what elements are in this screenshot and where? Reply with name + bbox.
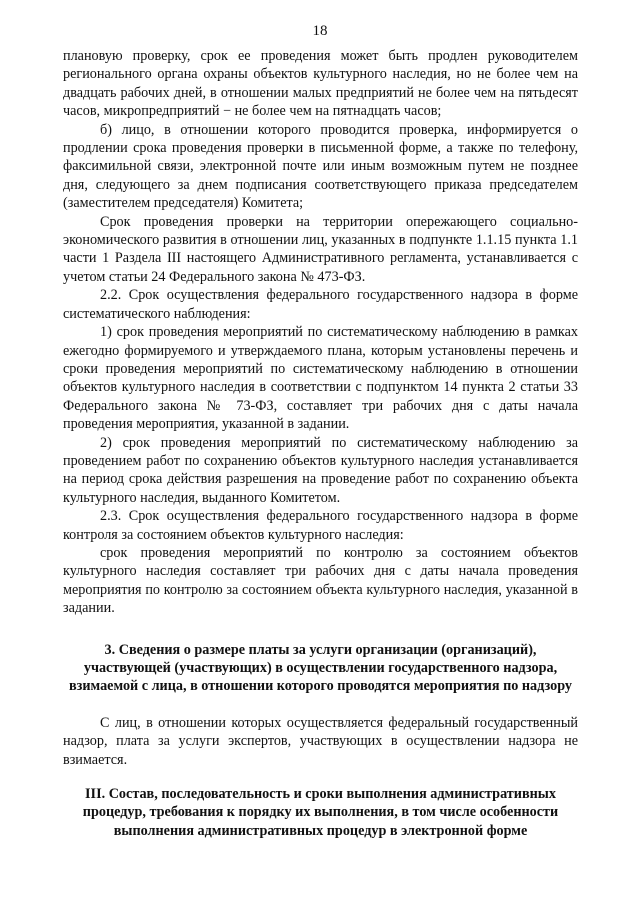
paragraph-2-3: 2.3. Срок осуществления федерального государственного надзора в форме контроля за состоянием объектов культурного наследия: [63,508,578,543]
paragraph-2-3-term: срок проведения мероприятий по контролю за состоянием объектов культурного наследия составляет три рабочих дня с даты начала проведения мероприятия по контролю за состоянием объекта культурного наследия, указанной в задании. [63,544,578,617]
page-number: 18 [312,23,328,39]
section-3-text: С лиц, в отношении которых осуществляется федеральный государственный надзор, плата за услуги экспертов, участвующих в осуществлении надзора не взимается. [63,714,578,768]
paragraph-2-2: 2.2. Срок осуществления федерального государственного надзора в форме систематического наблюдения: [63,287,578,322]
document-body [63,47,578,840]
section-3-heading: 3. Сведения о размере платы за услуги организации (организаций), участвующей (участвующих) в осуществлении государственного надзора, взимаемой с лица, в отношении которого проводятся мероприятия по надзору [68,641,573,695]
paragraph-2-2-item-2: 2) срок проведения мероприятий по систематическому наблюдению за проведением работ по сохранению объектов культурного наследия устанавливается на период срока действия разрешения на проведение работ по сохранению объекта культурного наследия, выданного Комитетом. [63,434,578,506]
section-iii-heading: III. Состав, последовательность и сроки выполнения административных процедур, требования к порядку их выполнения, в том числе особенности выполнения административных процедур в электронной форме [82,786,559,839]
paragraph-tor-term: Срок проведения проверки на территории опережающего социально-экономического развития в отношении лиц, указанных в подпункте 1.1.15 пункта 1.1 части 1 Раздела III настоящего Административного регламента, устанавливается с учетом статьи 24 Федерального закона № 473-ФЗ. [63,213,578,285]
paragraph-extension-continuation: плановую проверку, срок ее проведения может быть продлен руководителем регионального органа охраны объектов культурного наследия, но не более чем на двадцать рабочих дней, в отношении малых предприятий не более чем на пятьдесят часов, микропредприятий − не более чем на пятнадцать часов; [63,48,578,120]
paragraph-2-2-item-1: 1) срок проведения мероприятий по систематическому наблюдению в рамках ежегодно формируемого и утверждаемого плана, которым установлены перечень и сроки проведения мероприятий по систематическому наблюдению в отношении объектов культурного наследия в соответствии с подпунктом 14 пункта 2 статьи 33 Федерального закона № 73-ФЗ, составляет три рабочих дня с даты начала проведения мероприятия, указанной в задании. [63,324,578,433]
paragraph-item-b: б) лицо, в отношении которого проводится проверка, информируется о продлении срока проведения проверки в письменной форме, а также по телефону, факсимильной связи, электронной почте или иным возможным путем не позднее дня, следующего за днем подписания соответствующего приказа председателем (заместителем председателя) Комитета; [63,121,578,212]
